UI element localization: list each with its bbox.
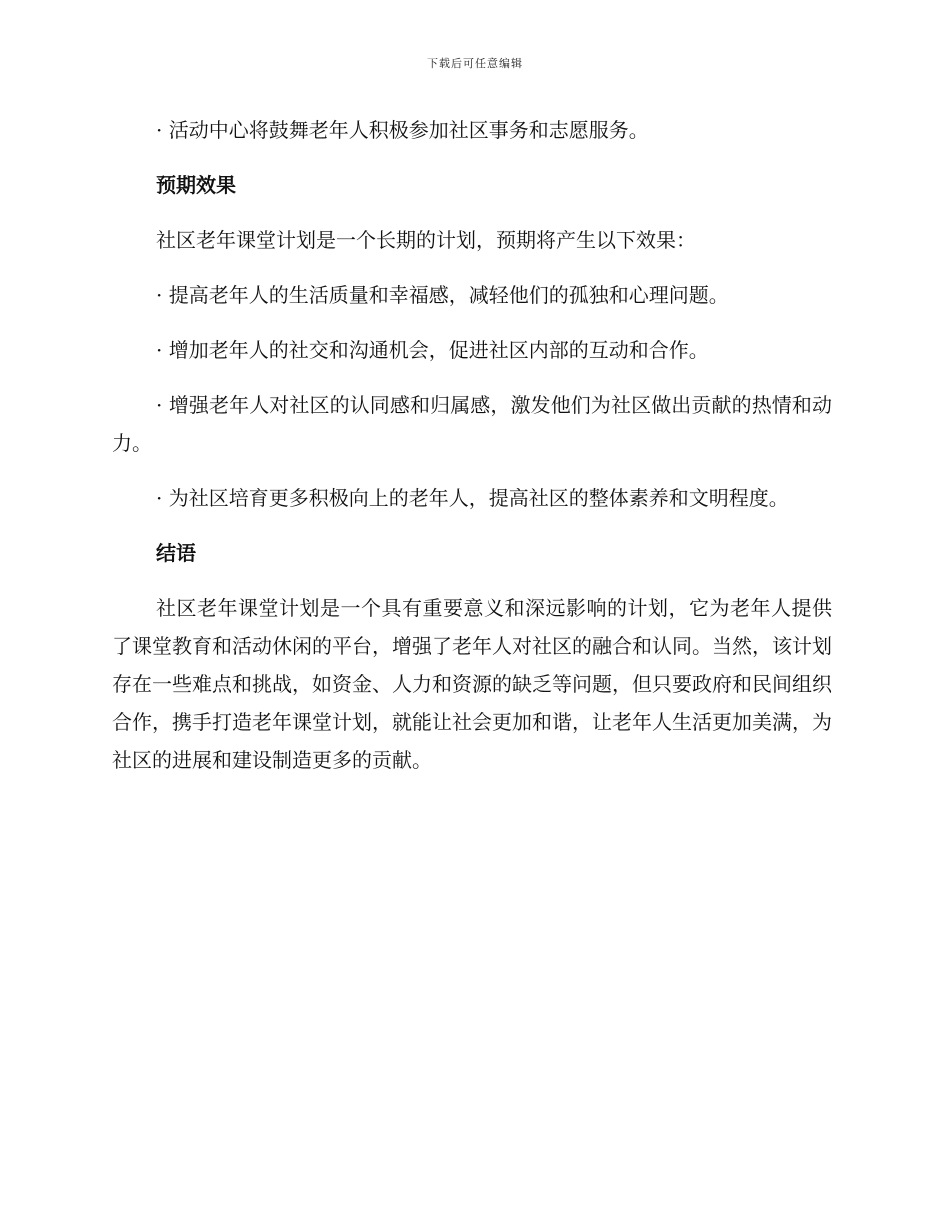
spacer [112, 369, 832, 386]
bullet-activity-center: · 活动中心将鼓舞老年人积极参加社区事务和志愿服务。 [156, 118, 649, 142]
spacer [112, 314, 832, 331]
document-body [112, 111, 832, 779]
bullet-cultivate-seniors: · 为社区培育更多积极向上的老年人，提高社区的整体素养和文明程度。 [156, 486, 789, 510]
spacer [112, 517, 832, 534]
section-heading-conclusion: 结语 [156, 541, 196, 565]
spacer [112, 149, 832, 166]
spacer [112, 204, 832, 221]
bullet-quality-of-life: · 提高老年人的生活质量和幸福感，减轻他们的孤独和心理问题。 [156, 283, 729, 307]
spacer [112, 572, 832, 589]
header-note: 下载后可任意编辑 [427, 57, 523, 70]
bullet-sense-of-belonging: · 增强老年人对社区的认同感和归属感，激发他们为社区做出贡献的热情和动力。 [112, 393, 832, 455]
conclusion-paragraph: 社区老年课堂计划是一个具有重要意义和深远影响的计划，它为老年人提供了课堂教育和活动休闲的平台，增强了老年人对社区的融合和认同。当然，该计划存在一些难点和挑战，如资金、人力和资源的缺乏等问题，但只要政府和民间组织合作，携手打造老年课堂计划，就能让社会更加和谐，让老年人生活更加美满，为社区的进展和建设制造更多的贡献。 [112, 596, 832, 772]
section-heading-expected-effects: 预期效果 [156, 173, 236, 197]
intro-expected-effects: 社区老年课堂计划是一个长期的计划，预期将产生以下效果： [156, 228, 696, 252]
spacer [112, 462, 832, 479]
bullet-social-opportunities: · 增加老年人的社交和沟通机会，促进社区内部的互动和合作。 [156, 338, 709, 362]
spacer [112, 259, 832, 276]
